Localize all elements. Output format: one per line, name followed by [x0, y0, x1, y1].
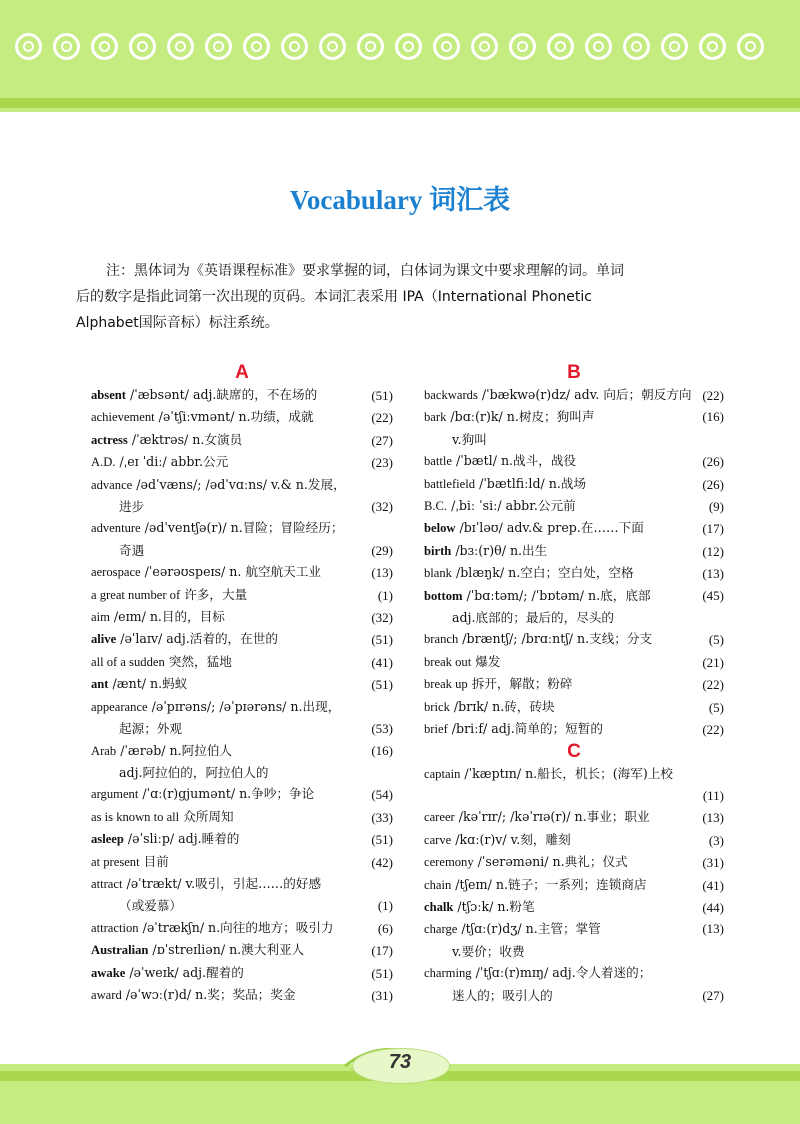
entry-line — [424, 829, 690, 851]
page-reference: (51) — [371, 388, 393, 403]
page-reference: (12) — [702, 543, 724, 559]
page-reference: (11) — [702, 787, 724, 803]
entry-line — [424, 718, 690, 740]
definition: /kɑː(r)v/ v.刻，雕刻 — [455, 831, 571, 847]
entry-line — [91, 451, 359, 473]
entry-line — [424, 962, 690, 984]
definition: /ˌbiː ˈsiː/ abbr.公元前 — [451, 498, 576, 514]
ring-icon — [53, 33, 80, 60]
definition: /ˈbɑːtəm/; /ˈbɒtəm/ n.底，底部 — [466, 587, 651, 603]
entry-continuation: adj.底部的；最后的，尽头的 — [452, 610, 615, 626]
ring-icon — [433, 33, 460, 60]
headword: as is known to all — [91, 809, 180, 824]
entry-line — [91, 384, 359, 406]
vocab-entry — [424, 874, 724, 896]
vocab-entry — [91, 517, 393, 561]
page-reference: (13) — [702, 921, 724, 937]
entry-line — [91, 984, 359, 1006]
header-stripe — [0, 98, 800, 108]
headword: award — [91, 987, 122, 1002]
headword: birth — [424, 543, 452, 558]
definition: 许多，大量 — [184, 586, 248, 602]
headword: blank — [424, 566, 452, 581]
entry-line — [424, 896, 690, 918]
definition: 突然，猛地 — [168, 653, 232, 669]
headword: attract — [91, 876, 123, 891]
headword: achievement — [91, 410, 155, 425]
ring-icon — [167, 33, 194, 60]
vocab-entry — [91, 828, 393, 850]
vocab-entry — [91, 740, 393, 784]
entry-continuation — [424, 785, 690, 806]
entry-line — [91, 606, 359, 628]
definition: /ˈbækwə(r)dz/ adv. 向后；朝反方向 — [481, 387, 692, 402]
headword: chain — [424, 877, 452, 892]
page-reference: (44) — [702, 899, 724, 915]
vocab-entry — [91, 429, 393, 451]
definition: /bɪˈləʊ/ adv.& prep.在……下面 — [459, 520, 644, 536]
definition: /əˈtrækt/ v.吸引，引起……的好感 — [126, 875, 322, 891]
headword: ceremony — [424, 855, 474, 870]
entry-continuation: v.要价；收费 — [452, 943, 525, 959]
page-reference: (1) — [377, 898, 393, 914]
definition: 众所周知 — [183, 808, 234, 824]
page-reference: (53) — [371, 721, 393, 737]
headword: backwards — [424, 388, 478, 402]
vocab-entry — [91, 584, 393, 606]
vocab-entry — [91, 384, 393, 406]
vocab-entry — [424, 628, 724, 650]
page-reference: (26) — [702, 454, 724, 470]
definition: /ɒˈstreɪliən/ n.澳大利亚人 — [152, 942, 305, 958]
entry-line — [91, 939, 359, 961]
headword: at present — [91, 854, 140, 869]
vocab-entry — [424, 851, 724, 873]
entry-line — [91, 917, 359, 939]
ring-icon — [395, 33, 422, 60]
page-reference: (26) — [702, 476, 724, 492]
page-reference: (27) — [702, 987, 724, 1003]
page-reference: (54) — [371, 787, 393, 803]
definition: /əˈtʃiːvmənt/ n.功绩，成就 — [158, 409, 314, 425]
headword: aerospace — [91, 565, 141, 580]
entry-line — [91, 628, 359, 650]
definition: /əˈsliːp/ adj.睡着的 — [127, 831, 240, 847]
definition: /ˈserəməni/ n.典礼；仪式 — [477, 854, 628, 870]
vocab-entry — [424, 763, 724, 807]
ring-icon — [91, 33, 118, 60]
definition: /ədˈvæns/; /ədˈvɑːns/ v.& n.发展， — [136, 476, 346, 492]
definition: /ˈæktrəs/ n.女演员 — [131, 431, 243, 447]
vocab-entry — [424, 896, 724, 918]
entry-line — [424, 450, 690, 472]
headword: Australian — [91, 943, 149, 958]
definition: /əˈlaɪv/ adj.活着的，在世的 — [120, 631, 278, 647]
vocab-entry — [424, 718, 724, 740]
headword: break up — [424, 677, 468, 692]
page-reference: (22) — [702, 388, 724, 403]
ring-icon — [471, 33, 498, 60]
definition: /ˌeɪ ˈdiː/ abbr.公元 — [119, 454, 229, 470]
vocab-entry — [424, 540, 724, 562]
page-reference: (6) — [377, 920, 393, 936]
entry-list-c — [424, 763, 724, 1006]
entry-list-b — [424, 384, 724, 741]
entry-line — [424, 540, 690, 562]
headword: captain — [424, 766, 461, 781]
definition: /tʃeɪn/ n.链子；一系列；连锁商店 — [455, 876, 647, 892]
definition: /əˈpɪrəns/; /əˈpɪərəns/ n.出现， — [151, 698, 341, 714]
definition: /tʃɔːk/ n.粉笔 — [457, 898, 535, 914]
headword: carve — [424, 832, 452, 847]
headword: advance — [91, 477, 133, 492]
vocab-entry — [424, 806, 724, 828]
vocab-entry — [91, 628, 393, 650]
vocab-entry — [424, 829, 724, 851]
headword: brief — [424, 722, 448, 737]
page-reference: (13) — [702, 810, 724, 826]
page-reference: (32) — [371, 499, 393, 515]
headword: battlefield — [424, 476, 476, 491]
entry-line — [91, 828, 359, 850]
definition: /kəˈrɪr/; /kəˈrɪə(r)/ n.事业；职业 — [458, 809, 650, 825]
definition: /briːf/ adj.简单的；短暂的 — [451, 721, 603, 737]
page-reference: (41) — [702, 877, 724, 893]
headword: all of a sudden — [91, 654, 165, 669]
entry-line — [91, 783, 359, 805]
vocab-entry — [91, 851, 393, 873]
entry-line — [424, 874, 690, 896]
headword: aim — [91, 610, 110, 625]
definition: /ˈbætlfiːld/ n.战场 — [479, 475, 587, 491]
entry-line — [91, 673, 359, 695]
ring-icon — [129, 33, 156, 60]
vocab-entry — [91, 783, 393, 805]
entry-line — [424, 406, 690, 428]
vocab-entry — [424, 517, 724, 539]
header-band — [0, 0, 800, 112]
vocab-entry — [91, 917, 393, 939]
page-reference: (1) — [377, 587, 393, 603]
headword: appearance — [91, 699, 148, 714]
vocab-entry — [424, 473, 724, 495]
vocab-entry — [424, 562, 724, 584]
vocab-column-right — [424, 362, 724, 1006]
ring-icon — [737, 33, 764, 60]
entry-line — [424, 651, 690, 673]
headword: a great number of — [91, 587, 181, 602]
ring-icon — [205, 33, 232, 60]
headword: attraction — [91, 920, 139, 935]
intro-note — [76, 258, 724, 336]
page-reference: (21) — [702, 654, 724, 670]
page-reference: (27) — [371, 432, 393, 448]
vocab-entry — [424, 673, 724, 695]
page-reference: (31) — [702, 855, 724, 871]
entry-line — [91, 962, 359, 984]
note-line-1: 注：黑体词为《英语课程标准》要求掌握的词，白体词为课文中要求理解的词。单词 — [106, 263, 624, 279]
entry-line — [424, 851, 690, 873]
entry-line — [424, 696, 690, 718]
headword: actress — [91, 432, 128, 447]
page-reference: (16) — [702, 409, 724, 425]
note-line-3: Alphabet国际音标）标注系统。 — [76, 315, 279, 331]
definition: /ænt/ n.蚂蚁 — [112, 676, 188, 692]
entry-line — [91, 651, 359, 673]
headword: bark — [424, 410, 447, 425]
page-reference: (22) — [702, 677, 724, 693]
definition: /ˈbætl/ n.战斗，战役 — [456, 453, 577, 469]
page-reference: (32) — [371, 610, 393, 626]
vocab-entry — [91, 939, 393, 961]
page-reference: (31) — [371, 987, 393, 1003]
ring-icon — [661, 33, 688, 60]
definition: /əˈweɪk/ adj.醒着的 — [129, 964, 244, 980]
entry-line — [424, 495, 690, 517]
ring-icon — [281, 33, 308, 60]
ring-icon — [15, 33, 42, 60]
entry-line — [91, 584, 359, 606]
definition: 目前 — [143, 853, 169, 869]
page-reference: (22) — [702, 722, 724, 738]
page-reference: (29) — [371, 542, 393, 558]
definition: /ˈkæptɪn/ n.船长，机长；(海军)上校 — [464, 765, 673, 781]
entry-continuation: （或爱慕） — [119, 898, 182, 914]
page-reference: (45) — [702, 587, 724, 603]
vocab-entry — [424, 406, 724, 450]
entry-line — [424, 473, 690, 495]
vocab-entry — [91, 673, 393, 695]
entry-line — [91, 873, 359, 895]
headword: absent — [91, 388, 126, 402]
vocab-entry — [91, 696, 393, 740]
vocab-entry — [91, 606, 393, 628]
ring-icon — [699, 33, 726, 60]
entry-line — [424, 763, 690, 785]
entry-continuation: 进步 — [119, 499, 145, 515]
entry-line — [424, 384, 690, 406]
page-reference: (33) — [371, 809, 393, 825]
section-letter-a: A — [235, 362, 249, 383]
page-reference: (3) — [708, 832, 724, 848]
definition: /ˈeərəʊspeɪs/ n. 航空航天工业 — [144, 564, 321, 580]
headword: alive — [91, 632, 117, 647]
ring-icon — [357, 33, 384, 60]
vocab-entry — [424, 384, 724, 406]
entry-line — [424, 628, 690, 650]
page-reference: (51) — [371, 832, 393, 848]
entry-continuation: adj.阿拉伯的，阿拉伯人的 — [119, 764, 269, 780]
headword: charge — [424, 922, 458, 937]
definition: /ˈærəb/ n.阿拉伯人 — [120, 742, 233, 758]
vocab-entry — [424, 651, 724, 673]
definition: /əˈtrækʃn/ n.向往的地方；吸引力 — [142, 919, 334, 935]
vocab-entry — [91, 984, 393, 1006]
page-reference: (5) — [708, 699, 724, 715]
page-reference: (13) — [702, 566, 724, 582]
headword: Arab — [91, 743, 117, 758]
definition: /ədˈventʃə(r)/ n.冒险；冒险经历； — [144, 520, 344, 536]
page-reference: (22) — [371, 410, 393, 426]
page-reference: (51) — [371, 677, 393, 693]
definition: 拆开，解散；粉碎 — [471, 676, 573, 692]
page-title: Vocabulary 词汇表 — [289, 185, 511, 215]
vocab-entry — [424, 450, 724, 472]
definition: /bræntʃ/; /brɑːntʃ/ n.支线；分支 — [462, 631, 653, 647]
page-reference: (17) — [702, 521, 724, 537]
entry-line — [91, 806, 359, 828]
page-reference: (23) — [371, 455, 393, 471]
entry-continuation: 迷人的；吸引人的 — [452, 987, 553, 1003]
entry-line — [91, 517, 359, 539]
ring-icon — [547, 33, 574, 60]
page-number: 73 — [388, 1051, 412, 1073]
definition: /bɜː(r)θ/ n.出生 — [455, 542, 548, 558]
headword: bottom — [424, 588, 463, 603]
ring-icon — [623, 33, 650, 60]
page-reference: (9) — [708, 499, 724, 515]
definition: /eɪm/ n.目的，目标 — [113, 609, 225, 625]
headword: argument — [91, 787, 139, 802]
vocab-entry — [91, 474, 393, 518]
ring-icon — [319, 33, 346, 60]
headword: ant — [91, 677, 109, 692]
definition: /ˈɑː(r)gjumənt/ n.争吵；争论 — [142, 786, 315, 802]
page-reference: (51) — [371, 632, 393, 648]
headword: career — [424, 810, 455, 825]
vocab-entry — [91, 451, 393, 473]
entry-continuation: v.狗叫 — [452, 431, 487, 447]
headword: battle — [424, 454, 452, 469]
ring-icon — [509, 33, 536, 60]
headword: brick — [424, 699, 450, 714]
page-reference: (41) — [371, 654, 393, 670]
note-line-2: 后的数字是指此词第一次出现的页码。本词汇表采用 IPA（International Phonetic — [76, 289, 592, 305]
headword: break out — [424, 654, 472, 669]
headword: A.D. — [91, 455, 116, 470]
page-reference: (17) — [371, 943, 393, 959]
headword: branch — [424, 632, 459, 647]
vocab-entry — [91, 406, 393, 428]
entry-line — [91, 474, 359, 496]
vocab-entry — [424, 495, 724, 517]
entry-continuation: 起源；外观 — [119, 721, 182, 737]
definition: /tʃɑː(r)dʒ/ n.主管；掌管 — [461, 921, 601, 937]
definition: /blæŋk/ n.空白；空白处，空格 — [456, 565, 634, 581]
headword: asleep — [91, 832, 124, 847]
definition: 爆发 — [475, 653, 501, 669]
section-letter-b: B — [567, 362, 581, 383]
decorative-circles — [15, 33, 764, 60]
entry-list-a — [91, 384, 393, 1006]
headword: awake — [91, 965, 126, 980]
vocab-entry — [424, 962, 724, 1006]
definition: /brɪk/ n.砖，砖块 — [453, 698, 555, 714]
vocab-entry — [91, 962, 393, 984]
definition: /ˈæbsənt/ adj.缺席的，不在场的 — [130, 387, 318, 402]
page-reference: (51) — [371, 965, 393, 981]
entry-line — [91, 696, 359, 718]
page-reference: (13) — [371, 565, 393, 581]
entry-line — [424, 562, 690, 584]
definition: /əˈwɔː(r)d/ n.奖；奖品；奖金 — [125, 986, 296, 1002]
entry-line — [91, 851, 359, 873]
section-letter-c: C — [567, 740, 581, 762]
page-reference: (16) — [371, 742, 393, 758]
headword: below — [424, 521, 456, 536]
vocab-column-left — [91, 362, 393, 1006]
vocab-entry — [91, 873, 393, 917]
entry-line — [424, 918, 690, 940]
entry-line — [91, 406, 359, 428]
definition: /ˈtʃɑː(r)mɪŋ/ adj.令人着迷的； — [475, 965, 652, 981]
vocab-entry — [91, 806, 393, 828]
entry-line — [91, 429, 359, 451]
entry-line — [91, 740, 359, 762]
entry-continuation: 奇遇 — [119, 542, 145, 558]
entry-line — [424, 585, 690, 607]
ring-icon — [243, 33, 270, 60]
headword: adventure — [91, 521, 141, 536]
entry-line — [424, 673, 690, 695]
vocab-entry — [91, 561, 393, 583]
page-reference: (5) — [708, 632, 724, 648]
entry-line — [424, 806, 690, 828]
ring-icon — [585, 33, 612, 60]
entry-line — [424, 517, 690, 539]
headword: B.C. — [424, 499, 448, 514]
vocab-entry — [91, 651, 393, 673]
vocab-entry — [424, 696, 724, 718]
entry-line — [91, 561, 359, 583]
vocab-entry — [424, 585, 724, 629]
definition: /bɑː(r)k/ n.树皮；狗叫声 — [450, 409, 595, 425]
headword: charming — [424, 966, 472, 981]
headword: chalk — [424, 899, 454, 914]
page-reference: (42) — [371, 854, 393, 870]
vocab-entry — [424, 918, 724, 962]
